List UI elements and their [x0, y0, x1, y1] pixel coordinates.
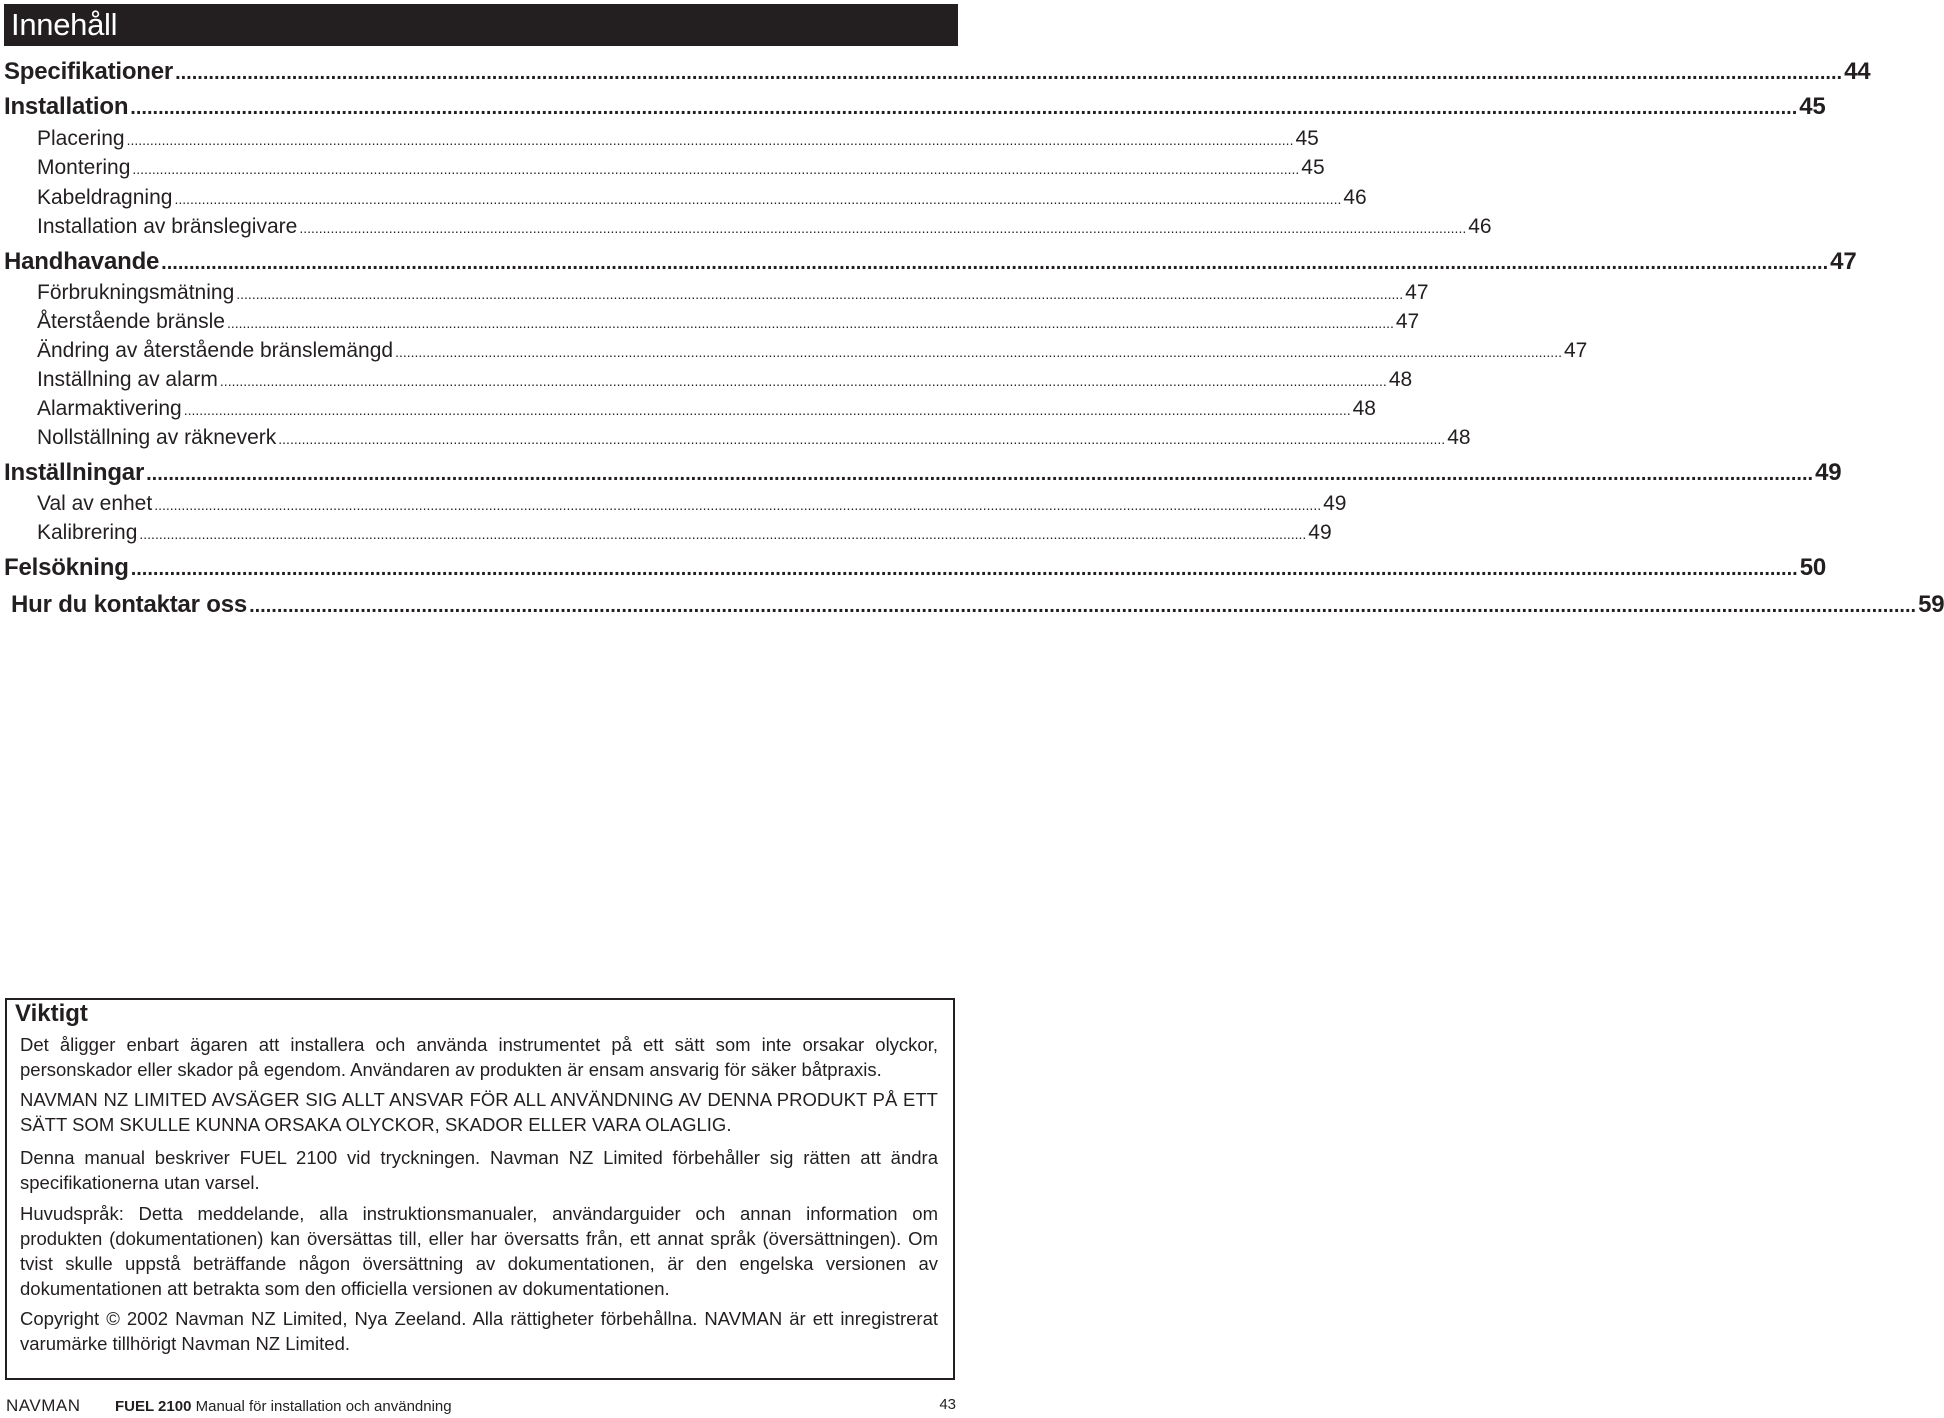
notice-paragraph-4: Huvudspråk: Detta meddelande, alla instruktionsmanualer, användarguider och annan information om produkten (dokumentationen) kan översättas till, eller har översatts från, ett annat språk (översättningen). Om tvist skulle uppstå beträffande någon översättning av dokumentationen, är den engelska versionen av dokumentationen att betrakta som den officiella versionen av dokumentationen.: [20, 1203, 938, 1299]
toc-entry: [37, 426, 1471, 450]
toc-entry-page: 47: [1830, 248, 1857, 275]
toc-entry-label: Installation av bränslegivare: [37, 215, 298, 238]
toc-entry-label: Placering: [37, 127, 125, 150]
toc-entry-label: Felsökning: [4, 554, 129, 581]
toc-leader-dots: ............................................................................................................................................................................................................................................................................................................: [278, 431, 1446, 447]
toc-entry-page: 45: [1301, 156, 1325, 179]
toc-entry-page: 45: [1295, 127, 1319, 150]
toc-leader-dots: ............................................................................................................................................................................................................................................................................................................: [395, 344, 1562, 360]
toc-entry: [37, 186, 1367, 210]
notice-paragraph-2: NAVMAN NZ LIMITED AVSÄGER SIG ALLT ANSVAR FÖR ALL ANVÄNDNING AV DENNA PRODUKT PÅ ETT SÄTT SOM SKULLE KUNNA ORSAKA OLYCKOR, SKADOR ELLER VARA OLAGLIG.: [20, 1089, 938, 1135]
footer-page-number: 43: [939, 1396, 956, 1413]
toc-leader-dots: ............................................................................................................................................................................................................................................................................................................: [183, 402, 1351, 418]
footer-product: FUEL 2100: [115, 1398, 192, 1415]
toc-entry-label: Val av enhet: [37, 492, 153, 515]
toc-entry-page: 47: [1405, 281, 1429, 304]
notice-paragraph-1: Det åligger enbart ägaren att installera och använda instrumentet på ett sätt som inte orsakar olyckor, personskador eller skador på egendom. Användaren av produkten är ensam ansvarig för säker båtpraxis.: [20, 1034, 938, 1080]
toc-entry-page: 48: [1447, 426, 1471, 449]
toc-leader-dots: ............................................................................................................................................................................................................................................................................................................: [219, 373, 1387, 389]
toc-entry: [11, 591, 1944, 619]
toc-entry: [37, 310, 1420, 334]
toc-entry-label: Montering: [37, 156, 131, 179]
toc-entry-label: Återstående bränsle: [37, 310, 225, 333]
toc-entry: [37, 521, 1332, 545]
toc-entry-page: 45: [1799, 93, 1826, 120]
toc-entry-label: Förbrukningsmätning: [37, 281, 235, 304]
notice-paragraph-3: Denna manual beskriver FUEL 2100 vid tryckningen. Navman NZ Limited förbehåller sig rätten att ändra specifikationerna utan varsel.: [20, 1147, 938, 1193]
toc-entry: [4, 58, 1871, 86]
toc-entry-label: Kalibrering: [37, 521, 138, 544]
toc-entry: [37, 127, 1319, 151]
toc-entry-label: Hur du kontaktar oss: [11, 591, 248, 618]
toc-entry: [37, 156, 1325, 180]
toc-leader-dots: ............................................................................................................................................................................................................................................................................................................: [299, 220, 1467, 236]
toc-entry: [4, 93, 1826, 121]
page-title: Innehåll: [11, 7, 118, 42]
toc-leader-dots: ............................................................................................................................................................................................................................................................................................................: [174, 191, 1342, 207]
notice-title: Viktigt: [15, 1000, 88, 1027]
toc-entry-label: Specifikationer: [4, 58, 174, 85]
toc-entry: [37, 368, 1413, 392]
toc-entry-label: Nollställning av räkneverk: [37, 426, 277, 449]
toc-entry: [4, 554, 1826, 582]
toc-leader-dots: ............................................................................................................................................................................................................................................................................................................: [161, 252, 1829, 274]
toc-leader-dots: ............................................................................................................................................................................................................................................................................................................: [130, 97, 1798, 119]
toc-leader-dots: ............................................................................................................................................................................................................................................................................................................: [175, 62, 1843, 84]
toc-leader-dots: ............................................................................................................................................................................................................................................................................................................: [139, 526, 1307, 542]
toc-entry-page: 49: [1815, 459, 1842, 486]
toc-leader-dots: ............................................................................................................................................................................................................................................................................................................: [126, 132, 1294, 148]
toc-entry-page: 47: [1395, 310, 1420, 333]
toc-entry: [37, 281, 1429, 305]
toc-entry-page: 48: [1388, 368, 1413, 391]
toc-entry-page: 48: [1352, 397, 1376, 420]
toc-leader-dots: ............................................................................................................................................................................................................................................................................................................: [249, 595, 1917, 617]
toc-entry-page: 49: [1323, 492, 1347, 515]
toc-entry: [37, 397, 1376, 421]
footer-brand-logo: NAVMAN: [6, 1396, 81, 1415]
toc-entry-label: Handhavande: [4, 248, 160, 275]
toc-leader-dots: ............................................................................................................................................................................................................................................................................................................: [226, 315, 1394, 331]
toc-entry-label: Ändring av återstående bränslemängd: [37, 339, 394, 362]
toc-entry-page: 49: [1308, 521, 1332, 544]
toc-entry-label: Inställningar: [4, 459, 145, 486]
toc-entry: [4, 248, 1857, 276]
toc-entry: [4, 459, 1842, 487]
toc-leader-dots: ............................................................................................................................................................................................................................................................................................................: [154, 497, 1322, 513]
toc-leader-dots: ............................................................................................................................................................................................................................................................................................................: [146, 463, 1814, 485]
footer-manual-text: Manual för installation och användning: [195, 1398, 452, 1415]
notice-paragraph-5: Copyright © 2002 Navman NZ Limited, Nya Zeeland. Alla rättigheter förbehållna. NAVMAN är ett inregistrerat varumärke tillhörigt Navman NZ Limited.: [20, 1308, 938, 1354]
toc-entry-page: 44: [1844, 58, 1871, 85]
toc-entry-page: 46: [1343, 186, 1367, 209]
toc-entry: [37, 492, 1347, 516]
toc-entry-page: 47: [1563, 339, 1588, 362]
toc-leader-dots: ............................................................................................................................................................................................................................................................................................................: [132, 161, 1300, 177]
toc-entry-page: 46: [1468, 215, 1492, 238]
toc-entry-page: 59: [1918, 591, 1944, 618]
toc-entry-label: Inställning av alarm: [37, 368, 218, 391]
toc-leader-dots: ............................................................................................................................................................................................................................................................................................................: [236, 286, 1404, 302]
toc-entry-label: Kabeldragning: [37, 186, 173, 209]
header-bar: [4, 4, 958, 46]
toc-entry-label: Alarmaktivering: [37, 397, 182, 420]
toc-entry: [37, 215, 1492, 239]
toc-entry: [37, 339, 1588, 363]
toc-entry-page: 50: [1799, 554, 1826, 581]
toc-entry-label: Installation: [4, 93, 129, 120]
footer-manual-title: [115, 1398, 452, 1415]
toc-leader-dots: ............................................................................................................................................................................................................................................................................................................: [130, 558, 1798, 580]
